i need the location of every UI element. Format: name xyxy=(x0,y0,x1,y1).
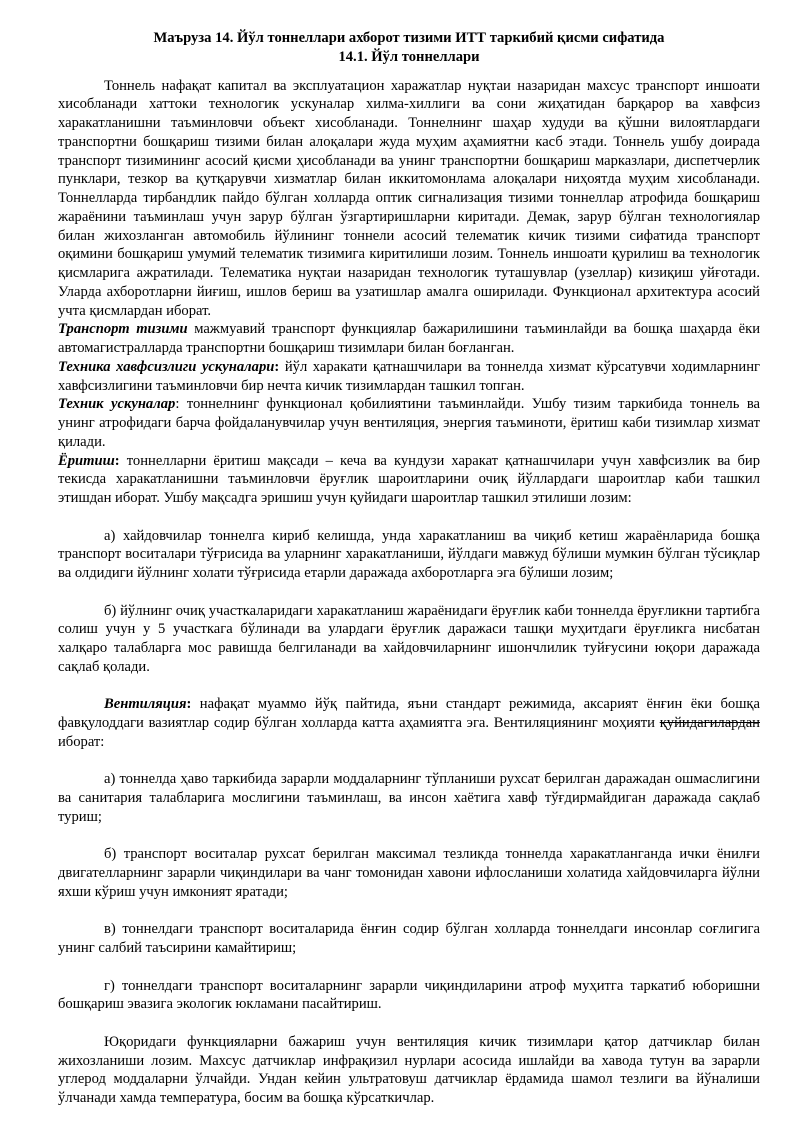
lighting-term: Ёритиш xyxy=(58,452,115,469)
closing-paragraph: Юқоридаги функцияларни бажариш учун вентиляция кичик тизимлари қатор датчиклар билан жихозланиши лозим. Махсус датчиклар инфрақизил нурлари асосида ишлайди ва хавода тутун ва зарарли углерод моддаларни ўлчайди. Ундан кейин ультратовуш датчиклар ёрдамида шамол тезлиги ва йўналиши ўлчанади хамда температура, босим ва бошқа кўрсаткичлар. xyxy=(58,1033,760,1106)
ventilation-item-c: в) тоннелдаги транспорт воситаларида ёнғин содир бўлган холларда тоннелдаги инсонлар соғлигига унинг салбий таъсирини камайтириш; xyxy=(58,921,760,956)
ventilation-item-b: б) транспорт воситалар рухсат берилган максимал тезликда тоннелда харакатланганда ички ёнилғи двигателларнинг зарарли чиқиндилари ва чанг томонидан хавони ифлосланиши холатида хайдовчиларга йўлни яхши кўриш учун имконият яратади; xyxy=(58,846,760,900)
technical-equipment-text: тоннелнинг функционал қобилиятини таъминлайди. Ушбу тизим таркибида тоннель ва унинг атрофидаги барча фойдаланувчилар учун вентиляция, энергия таъминоти, ёритиш каби тизимлар хизмат қилади. xyxy=(58,396,761,450)
struck-word: қуйидагилардан xyxy=(659,715,760,731)
safety-equipment-text: йўл харакати қатнашчилари ва тоннелда хизмат кўрсатувчи ходимларнинг хавфсизлигини таъминловчи бир нечта кичик тизимлардан ташкил топган. xyxy=(58,358,760,394)
lighting-paragraph: Ёритиш: тоннелларни ёритиш мақсади – кеча ва кундузи харакат қатнашчилари учун хавфсизлик ва бир текисда харакатланишни таъминловчи ёруғлик шароитларини очиқ йўллардаги шароитлар каби ташкил этишдан иборат. Ушбу мақсадга эришиш учун қуйидаги шароитлар ташкил этилиши лозим: xyxy=(58,452,760,506)
ventilation-item-a: а) тоннелда ҳаво таркибида зарарли моддаларнинг тўпланиши рухсат берилган даражадан ошмаслигини ва санитария талабларига мослигини таъминлаш, ва инсон хаётига хавф тўғдирмайдиган даражада сақлаб туриш; xyxy=(58,771,760,825)
ventilation-paragraph: Вентиляция: нафақат муаммо йўқ пайтида, яъни стандарт режимида, аксарият ёнғин ёки бошқа фавқулоддаги вазиятлар содир бўлган холларда катта аҳамиятга эга. Вентиляциянинг моҳияти қуйидагилардан иборат: xyxy=(58,696,760,750)
lighting-item-a: а) хайдовчилар тоннелга кириб келишда, унда харакатланиш ва чиқиб кетиш жараёнларида бошқа транспорт воситалари тўғрисида ва уларнинг харакатланиши, йўлдаги мавжуд бўлиши мумкин бўлган тўсиқлар ва олдидиги йўлнинг холати тўғрисида етарли даражада ахборотларга эга бўлиши лозим; xyxy=(58,527,760,581)
safety-equipment-term: Техника хавфсизлиги ускуналари xyxy=(58,358,275,375)
transport-system-term: Транспорт тизими xyxy=(58,321,188,338)
ventilation-item-d: г) тоннелдаги транспорт воситаларнинг зарарли чиқиндиларини атроф муҳитга таркатиб юборишни бошқариш эвазига экологик юкламани пасайтириш. xyxy=(58,977,760,1013)
technical-equipment-paragraph: Техник ускуналар: тоннелнинг функционал қобилиятини таъминлайди. Ушбу тизим таркибида тоннель ва унинг атрофидаги барча фойдаланувчилар учун вентиляция, энергия таъминоти, ёритиш каби тизимлар хизмат қилади. xyxy=(58,396,761,450)
lecture-title: Маъруза 14. Йўл тоннеллари ахборот тизими ИТТ таркибий қисми сифатида xyxy=(153,30,665,46)
lighting-text: тоннелларни ёритиш мақсади – кеча ва кундузи харакат қатнашчилари учун хавфсизлик ва бир текисда харакатланишни таъминловчи ёруғлик шароитларини очиқ йўллардаги шароитлар каби ташкил этишдан иборат. Ушбу мақсадга эришиш учун қуйидаги шароитлар ташкил этилиши лозим: xyxy=(58,452,760,506)
intro-paragraph: Тоннель нафақат капитал ва эксплуатацион харажатлар нуқтаи назаридан махсус транспорт иншоати хисобланади хаттоки технологик ускуналар хилма-хиллиги ва сони жиҳатидан барқарор ва хавфсиз харакатланишни таъминловчи объект хисобланади. Тоннелнинг шаҳар худуди ва қўшни вилоятлардаги транспортни бошқариш тизими билан алоқалари жуда муҳим аҳамиятни касб этади. Тоннель ушбу доирада транспорт тизимининг асосий қисми ҳисобланади ва унинг транспортни бошқариш марказлари, диспетчерлик пунклари, тезкор ва қутқарувчи хизматлар билан иккитомонлама алоқалари ниҳоятда муҳим хисобланади. Тоннелларда тирбандлик пайдо бўлган холларда оптик сигнализация тизими тоннеллар атрофида бошқариш жараёнини таъминлаш учун зарур бўлган ўзгартиришларни киритади. Демак, зарур бўлган технологиялар билан жихозланган автомобиль йўлининг тоннели асосий телематик кичик тизими сифатида транспорт оқимини бошқариш умумий телематик тизимига киритилиши лозим. Тоннель иншоати қурилиш ва технологик қисмларига ажратилади. Телематика нуқтаи назаридан технологик туташувлар (узеллар) кизиқиш уйғотади. Уларда ахборотларни йиғиш, ишлов бериш ва узатишлар амалга оширилади. Функционал архитектура асосий учта қисмлардан иборат. xyxy=(58,77,760,319)
transport-system-text: мажмуавий транспорт функциялар бажарилишини таъминлайди ва бошқа шаҳарда ёки автомагистралларда транспортни бошқариш тизимлари билан боғланган. xyxy=(58,321,761,356)
lighting-item-b: б) йўлнинг очиқ участкаларидаги харакатланиш жараёнидаги ёруғлик каби тоннелда ёруғликни тартибга солиш учун у 5 участкага бўлинади ва улардаги ёруғлик даражаси ташқи муҳитдаги ёруғликга нисбатан халқаро талабларга мос равишда белгиланади ва хайдовчиларнинг ишончлилик туйғусини юқори даражада сақлаб қолади. xyxy=(58,602,760,675)
section-heading: 14.1. Йўл тоннеллари xyxy=(338,48,480,65)
technical-equipment-term: Техник ускуналар xyxy=(58,396,176,413)
transport-system-paragraph xyxy=(58,320,760,358)
safety-equipment-paragraph: Техника хавфсизлиги ускуналари: йўл харакати қатнашчилари ва тоннелда хизмат кўрсатувчи ходимларнинг хавфсизлигини таъминловчи бир нечта кичик тизимлардан ташкил топган. xyxy=(58,358,760,394)
ventilation-term: Вентиляция xyxy=(104,696,187,713)
